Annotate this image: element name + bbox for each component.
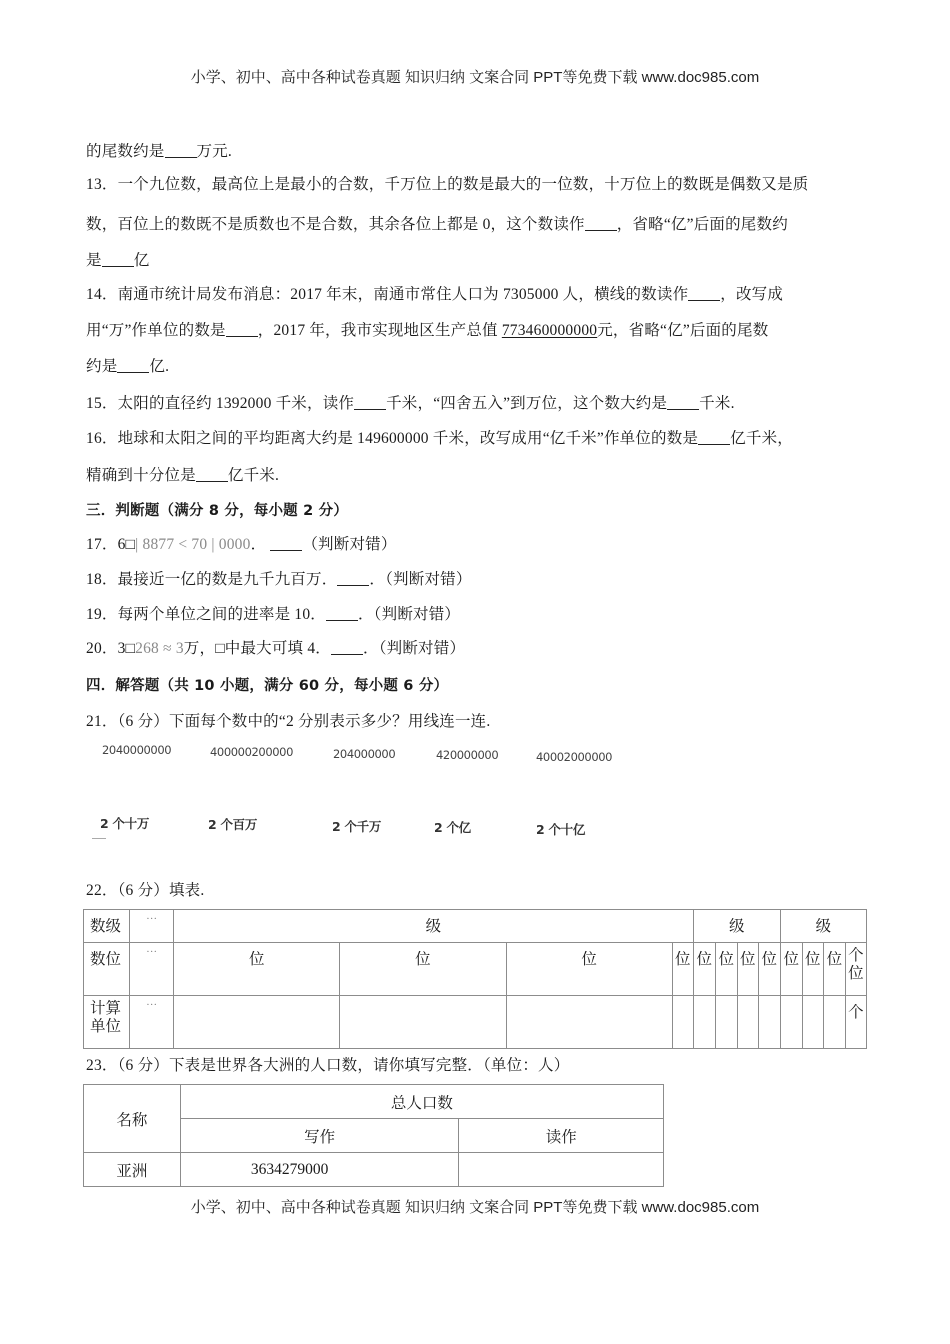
digit-cell[interactable]: 位 (737, 943, 758, 996)
section3-title: 三．判断题（满分 8 分，每小题 2 分） (86, 503, 349, 519)
header-read: 读作 (459, 1119, 664, 1153)
q21-title: 21．（6 分）下面每个数中的“2 分别表示多少？用线连一连. (86, 713, 491, 730)
row-label-digit: 数位 (84, 943, 130, 996)
population-read-input[interactable] (459, 1153, 664, 1187)
unit-cell[interactable] (823, 996, 845, 1049)
answer-blank[interactable] (585, 216, 617, 231)
header-total-population: 总人口数 (180, 1085, 663, 1119)
q14-line3: 约是 亿. (86, 358, 170, 375)
q17-line: 17．6□| 8877 < 70 | 0000． （判断对错） (86, 536, 397, 553)
answer-blank[interactable] (196, 467, 228, 482)
continent-name: 亚洲 (84, 1153, 181, 1187)
level-cell[interactable]: 级 (174, 910, 694, 943)
answer-blank[interactable] (117, 358, 149, 373)
unit-cell[interactable] (174, 996, 340, 1049)
population-written: 3634279000 (180, 1153, 459, 1187)
q14-line2: 用“万”作单位的数是 ，2017 年，我市实现地区生产总值 773460000000元，省略“亿”后面的尾数 (86, 322, 769, 339)
q13-line3: 是 亿 (86, 252, 150, 269)
underlined-number: 773460000000 (501, 322, 598, 339)
q21-label-2[interactable]: 2 个百万 (208, 817, 258, 832)
ones-digit-cell: 个位 (845, 943, 866, 996)
row-label-level: 数级 (84, 910, 130, 943)
unit-cell[interactable] (802, 996, 823, 1049)
footer-banner: 小学、初中、高中各种试卷真题 知识归纳 文案合同 PPT等免费下载 www.doc985.com (190, 1199, 760, 1216)
ellipsis-cell: … (130, 943, 174, 996)
digit-cell[interactable]: 位 (340, 943, 506, 996)
q13-line2: 数，百位上的数既不是质数也不是合数，其余各位上都是 0，这个数读作 ，省略“亿”后面的尾数约 (86, 216, 788, 233)
answer-blank[interactable] (331, 640, 363, 655)
answer-blank[interactable] (688, 286, 720, 301)
q21-number-4[interactable]: 420000000 (436, 748, 499, 762)
q22-title: 22．（6 分）填表. (86, 882, 205, 899)
digit-cell[interactable]: 位 (823, 943, 845, 996)
row-label-unit: 计算单位 (84, 996, 130, 1049)
q21-label-1[interactable]: 2 个十万 (100, 816, 150, 831)
q21-label-5[interactable]: 2 个十亿 (536, 822, 586, 837)
unit-cell[interactable] (506, 996, 672, 1049)
header-name: 名称 (84, 1085, 181, 1153)
digit-cell[interactable]: 位 (802, 943, 823, 996)
level-cell[interactable]: 级 (780, 910, 866, 943)
ellipsis-cell: … (130, 910, 174, 943)
digit-cell[interactable]: 位 (758, 943, 780, 996)
q21-number-3[interactable]: 204000000 (333, 747, 396, 761)
q19-line: 19．每两个单位之间的进率是 10． ．（判断对错） (86, 606, 461, 623)
unit-cell[interactable] (693, 996, 715, 1049)
header-write: 写作 (180, 1119, 459, 1153)
answer-blank[interactable] (226, 322, 258, 337)
q15-line: 15．太阳的直径约 1392000 千米，读作 千米，“四舍五入”到万位，这个数大约是 千米. (86, 395, 735, 412)
unit-cell[interactable] (780, 996, 802, 1049)
answer-blank[interactable] (165, 143, 197, 158)
q13-line1: 13．一个九位数，最高位上是最小的合数，千万位上的数是最大的一位数，十万位上的数既是偶数又是质 (86, 176, 809, 193)
q21-number-1[interactable]: 2040000000 (102, 743, 172, 757)
digit-cell[interactable]: 位 (780, 943, 802, 996)
q22-place-value-table (83, 909, 867, 1049)
answer-blank[interactable] (326, 606, 358, 621)
q16-line1: 16．地球和太阳之间的平均距离大约是 149600000 千米，改写成用“亿千米”作单位的数是 亿千米， (86, 430, 793, 447)
digit-cell[interactable]: 位 (715, 943, 737, 996)
answer-blank[interactable] (337, 571, 369, 586)
q14-line1: 14．南通市统计局发布消息：2017 年末，南通市常住人口为 7305000 人，横线的数读作 ，改写成 (86, 286, 784, 303)
q23-population-table (83, 1084, 664, 1187)
answer-blank[interactable] (102, 252, 134, 267)
answer-blank[interactable] (698, 430, 730, 445)
answer-blank[interactable] (667, 395, 699, 410)
scan-mark (92, 838, 106, 839)
digit-cell[interactable]: 位 (672, 943, 693, 996)
unit-cell[interactable] (340, 996, 506, 1049)
answer-blank[interactable] (354, 395, 386, 410)
q16-line2: 精确到十分位是 亿千米. (86, 467, 280, 484)
section4-title: 四．解答题（共 10 小题，满分 60 分，每小题 6 分） (86, 678, 449, 694)
digit-cell[interactable]: 位 (693, 943, 715, 996)
ones-unit-cell: 个 (845, 996, 866, 1049)
ellipsis-cell: … (130, 996, 174, 1049)
digit-cell[interactable]: 位 (506, 943, 672, 996)
table-row (84, 1153, 664, 1187)
q18-line: 18．最接近一亿的数是九千九百万． ．（判断对错） (86, 571, 472, 588)
q21-label-3[interactable]: 2 个千万 (332, 819, 382, 834)
header-banner: 小学、初中、高中各种试卷真题 知识归纳 文案合同 PPT等免费下载 www.doc985.com (190, 69, 760, 86)
q21-number-5[interactable]: 40002000000 (536, 750, 613, 764)
unit-cell[interactable] (737, 996, 758, 1049)
q12-tail: 的尾数约是 万元. (86, 143, 232, 160)
answer-blank[interactable] (270, 536, 302, 551)
q21-number-2[interactable]: 400000200000 (210, 745, 293, 759)
q21-label-4[interactable]: 2 个亿 (434, 820, 471, 835)
digit-cell[interactable]: 位 (174, 943, 340, 996)
q20-line: 20．3□268 ≈ 3万，□中最大可填 4． ．（判断对错） (86, 640, 466, 657)
q23-title: 23．（6 分）下表是世界各大洲的人口数，请你填写完整．（单位：人） (86, 1057, 570, 1074)
level-cell[interactable]: 级 (693, 910, 780, 943)
unit-cell[interactable] (715, 996, 737, 1049)
unit-cell[interactable] (672, 996, 693, 1049)
unit-cell[interactable] (758, 996, 780, 1049)
